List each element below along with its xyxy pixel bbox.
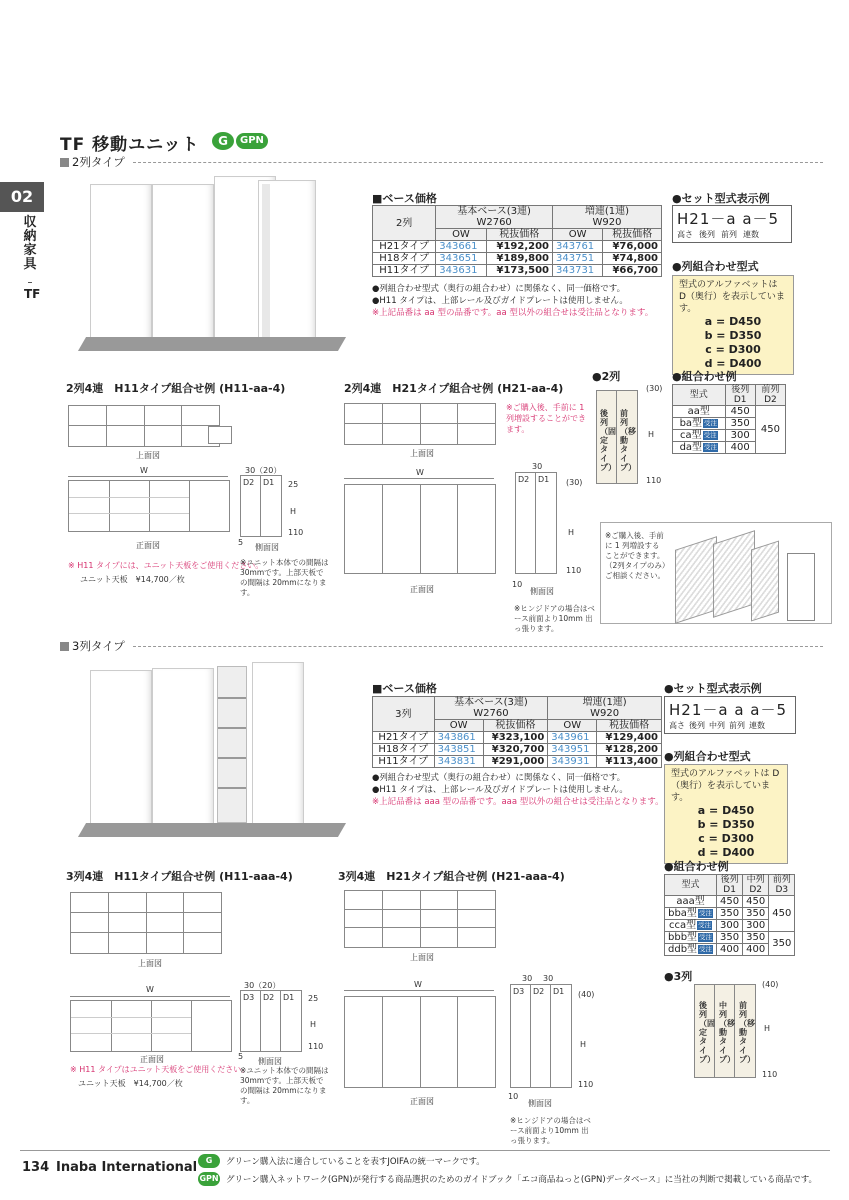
hinge-note: ※ヒンジドアの場合はベース前面より10mm 出っ張ります。 — [510, 1116, 591, 1145]
caption: 正面図 — [140, 1055, 164, 1064]
dim-label: H — [580, 1040, 587, 1049]
dim-line — [68, 476, 228, 477]
caption: 上面図 — [410, 953, 434, 962]
gpn-logo — [212, 132, 268, 150]
dim-label: H — [290, 507, 297, 516]
front-view-drawing — [70, 1000, 232, 1052]
dim-label: 30 — [522, 974, 533, 983]
note-red: ※上記品番は aa 型の品番です。aa 型以外の組合せは受注品となります。 — [372, 308, 654, 318]
note-red: ※上記品番は aaa 型の品番です。aaa 型以外の組合せは受注品となります。 — [372, 797, 664, 807]
tax-header: 税抜価格 — [603, 229, 662, 241]
dim-label: W — [140, 466, 148, 475]
gpn-mark-icon: GPN — [198, 1172, 220, 1186]
dim-label: 25 — [288, 480, 299, 489]
dim-label: 110 — [566, 566, 582, 575]
dim-label: H — [764, 1024, 771, 1033]
cabinet-panel — [90, 184, 152, 341]
set-title: ●セット型式表示例 — [664, 682, 762, 695]
tax-header: 税抜価格 — [486, 229, 552, 241]
table-row: H21タイプ 343661 ¥192,200 343761 ¥76,000 — [373, 241, 662, 253]
example-title: 3列4連 H11タイプ組合せ例 (H11-aaa-4) — [66, 870, 293, 883]
note-line: ●列組合わせ型式（奥行の組合わせ）に関係なく、同一価格です。 — [372, 284, 626, 294]
top-view-drawing — [68, 405, 220, 447]
two-col-title: ●2列 — [592, 370, 621, 383]
dim-label: 110 — [578, 1080, 594, 1089]
dim-label: W — [414, 980, 422, 989]
dashed-rule — [133, 162, 823, 163]
table-row: H18タイプ 343851 ¥320,700 343951 ¥128,200 — [373, 744, 662, 756]
section-heading-2col: 2列タイプ — [60, 154, 823, 170]
caption: 側面図 — [258, 1057, 282, 1066]
dim-line — [344, 478, 494, 479]
chapter-tab[interactable]: 02 — [0, 182, 44, 212]
dim-line — [70, 996, 230, 997]
add-header: 増連(1連) W920 — [553, 206, 662, 229]
top-view-ext — [208, 426, 232, 444]
ow-header: OW — [553, 229, 603, 241]
dim-label: (30) — [646, 384, 663, 393]
dim-label: 30（20） — [244, 981, 281, 990]
base-rail — [78, 337, 346, 351]
caption: 側面図 — [528, 1099, 552, 1108]
dim-label: 25 — [308, 994, 319, 1003]
combo-title: ●組合わせ例 — [664, 860, 729, 873]
base-price-title: ■ベース価格 — [372, 682, 437, 695]
side-view-drawing: D2 D1 — [515, 472, 557, 574]
dim-label: (40) — [578, 990, 595, 999]
combo-type-title: ●列組合わせ型式 — [664, 750, 751, 763]
combo-type-title: ●列組合わせ型式 — [672, 260, 759, 273]
caption: 正面図 — [410, 585, 434, 594]
top-price: ユニット天板 ¥14,700／枚 — [78, 1079, 183, 1088]
cabinet-panel — [152, 184, 214, 341]
top-price: ユニット天板 ¥14,700／枚 — [80, 575, 185, 584]
table-row: H11タイプ 343831 ¥291,000 343931 ¥113,400 — [373, 756, 662, 768]
section-heading-3col: 3列タイプ — [60, 638, 823, 654]
caption: 側面図 — [530, 587, 554, 596]
ow-header: OW — [436, 229, 486, 241]
caption: 正面図 — [410, 1097, 434, 1106]
example-title: 2列4連 H21タイプ組合せ例 (H21-aa-4) — [344, 382, 564, 395]
side-view-drawing: D3 D2 D1 — [510, 984, 572, 1088]
note-line: ●列組合わせ型式（奥行の組合わせ）に関係なく、同一価格です。 — [372, 773, 626, 783]
cabinet-illustration — [675, 536, 717, 624]
table-row: H18タイプ 343651 ¥189,800 343751 ¥74,800 — [373, 253, 662, 265]
base-header: 基本ベース(3連) W2760 — [436, 206, 553, 229]
price-table-3col: 3列 基本ベース(3連) W2760 増連(1連) W920 OW 税抜価格 OW 税抜価格 H21タイプ 343861 ¥323,100 343961 ¥129,400 H18タイプ 343851 ¥320,700 343951 ¥128,200 H11タイプ 343831 ¥291,000 343931 ¥113,400 — [372, 696, 662, 768]
extension-note: ※ご購入後、手前に 1 列増設することができます。 — [506, 403, 586, 434]
dim-label: 30 — [532, 462, 543, 471]
dim-label: 5 — [238, 538, 244, 547]
side-view-drawing: D2 D1 — [240, 475, 282, 537]
corner-cell: 2列 — [373, 206, 436, 241]
h11-note: ※ H11 タイプには、ユニット天板をご使用ください。 — [68, 561, 264, 570]
top-view-drawing — [344, 403, 496, 445]
cabinet-illustration — [751, 540, 779, 621]
footer-note: グリーン購入法に適合していることを表すJOIFAの統一マークです。 — [226, 1157, 485, 1167]
dim-label: H — [310, 1020, 317, 1029]
dim-label: 30（20） — [245, 466, 282, 475]
dim-label: 110 — [288, 528, 304, 537]
dim-label: 10 — [508, 1092, 519, 1101]
note-line: ●H11 タイプは、上部レール及びガイドプレートは使用しません。 — [372, 296, 628, 306]
dashed-rule — [133, 646, 823, 647]
page-number: 134 — [22, 1160, 50, 1175]
dim-label: W — [146, 985, 154, 994]
top-view-drawing — [344, 890, 496, 948]
table-row: cca型 受注 300 300 — [665, 920, 795, 932]
shelf-unit — [217, 666, 247, 823]
table-row: aa型 450 450 — [673, 406, 786, 418]
three-col-title: ●3列 — [664, 970, 693, 983]
alpha-box: 型式のアルファベットは D（奥行）を表示しています。 a = D450 b = D350 c = D300 d = D400 — [672, 275, 794, 375]
caption: 上面図 — [410, 449, 434, 458]
front-view-drawing — [68, 480, 230, 532]
product-photo-3col — [62, 658, 362, 848]
hinge-note: ※ヒンジドアの場合はベース前面より10mm 出っ張ります。 — [514, 604, 595, 633]
h11-note: ※ H11 タイプはユニット天板をご使用ください。 — [70, 1065, 250, 1074]
set-title: ●セット型式表示例 — [672, 192, 770, 205]
caption: 上面図 — [136, 451, 160, 460]
set-format: H21－a a－5 — [677, 210, 780, 228]
green-mark-icon: G — [212, 132, 234, 150]
caption: 側面図 — [255, 543, 279, 552]
caption: 上面図 — [138, 959, 162, 968]
dim-label: H — [648, 430, 655, 439]
gpn-mark-icon: GPN — [236, 133, 268, 149]
cabinet-illustration — [713, 530, 755, 618]
side-view-drawing: D3 D2 D1 — [240, 990, 302, 1052]
square-icon — [60, 158, 69, 167]
front-view-drawing — [344, 484, 496, 574]
table-row: ddb型 受注 400 400 — [665, 944, 795, 956]
table-row: bbb型 受注 350 350 350 — [665, 932, 795, 944]
example-title: 3列4連 H21タイプ組合せ例 (H21-aaa-4) — [338, 870, 565, 883]
set-format-box: H21－a a a－5 高さ 後列 中列 前列 連数 — [664, 696, 796, 734]
dim-label: H — [568, 528, 575, 537]
product-photo-2col — [62, 172, 362, 362]
table-row: H21タイプ 343861 ¥323,100 343961 ¥129,400 — [373, 732, 662, 744]
combo-table-3col: 型式 後列 D1 中列 D2 前列 D3 aaa型 450 450 450 bba型 受注 350 350 cca型 受注 300 300 bbb型 受注 350 350 350 ddb型 受注 400 400 — [664, 874, 795, 956]
table-row: ca型 受注 300 — [673, 430, 786, 442]
dim-label: (40) — [762, 980, 779, 989]
divider — [28, 282, 32, 283]
set-format-labels: 高さ 後列 前列 連数 — [677, 230, 759, 239]
footer-note: グリーン購入ネットワーク(GPN)が発行する商品選択のためのガイドブック「エコ商品ねっと(GPN)データベース」に当社の判断で掲載している商品です。 — [226, 1175, 818, 1185]
chapter-sub: TF — [24, 287, 41, 301]
note-line: ●H11 タイプは、上部レール及びガイドプレートは使用しません。 — [372, 785, 628, 795]
brand-name: Inaba International — [56, 1160, 198, 1175]
two-col-diagram: 後列（固定タイプ） 前列（移動タイプ） — [596, 390, 638, 484]
dim-label: 30 — [543, 974, 554, 983]
addition-illustration-box: ※ご購入後、手前に 1 列増設することができます。（2列タイプのみ）ご相談ください。 — [600, 522, 832, 624]
alpha-box: 型式のアルファベットは D（奥行）を表示しています。 a = D450 b = D350 c = D300 d = D400 — [664, 764, 788, 864]
example-title: 2列4連 H11タイプ組合せ例 (H11-aa-4) — [66, 382, 286, 395]
cabinet-illustration — [787, 553, 815, 621]
dim-label: 10 — [512, 580, 523, 589]
combo-title: ●組合わせ例 — [672, 370, 737, 383]
table-row: ba型 受注 350 — [673, 418, 786, 430]
dim-label: (30) — [566, 478, 583, 487]
dim-label: 110 — [646, 476, 662, 485]
set-format-box — [672, 205, 792, 243]
caption: 正面図 — [136, 541, 160, 550]
table-row: H11タイプ 343631 ¥173,500 343731 ¥66,700 — [373, 265, 662, 277]
page-title: TF 移動ユニット — [60, 135, 200, 155]
base-rail — [78, 823, 346, 837]
joifa-mark-icon: G — [198, 1154, 220, 1168]
front-view-drawing — [344, 996, 496, 1088]
gap-note: ※ユニット本体での間隔は 30mmです。上部天板での間隔は 20mmになります。 — [240, 558, 329, 597]
square-icon — [60, 642, 69, 651]
base-price-title: ■ベース価格 — [372, 192, 437, 205]
three-col-diagram: 後列（固定タイプ） 中列（移動タイプ） 前列（移動タイプ） — [694, 984, 756, 1078]
combo-table-2col: 型式 後列 D1 前列 D2 aa型 450 450 ba型 受注 350 ca型 受注 300 da型 受注 400 — [672, 384, 786, 454]
chapter-name: 収納家具 — [23, 215, 37, 272]
gap-note: ※ユニット本体での間隔は 30mmです。上部天板での間隔は 20mmになります。 — [240, 1066, 329, 1105]
dim-label: W — [416, 468, 424, 477]
dim-label: 110 — [308, 1042, 324, 1051]
price-table-2col — [372, 205, 662, 277]
footer-rule — [20, 1150, 830, 1151]
dim-line — [344, 990, 494, 991]
table-row: bba型 受注 350 350 — [665, 908, 795, 920]
top-view-drawing — [70, 892, 222, 954]
dim-label: 5 — [238, 1052, 244, 1061]
dim-label: 110 — [762, 1070, 778, 1079]
table-row: aaa型 450 450 450 — [665, 896, 795, 908]
table-row: da型 受注 400 — [673, 442, 786, 454]
cabinet-gap — [262, 184, 270, 344]
